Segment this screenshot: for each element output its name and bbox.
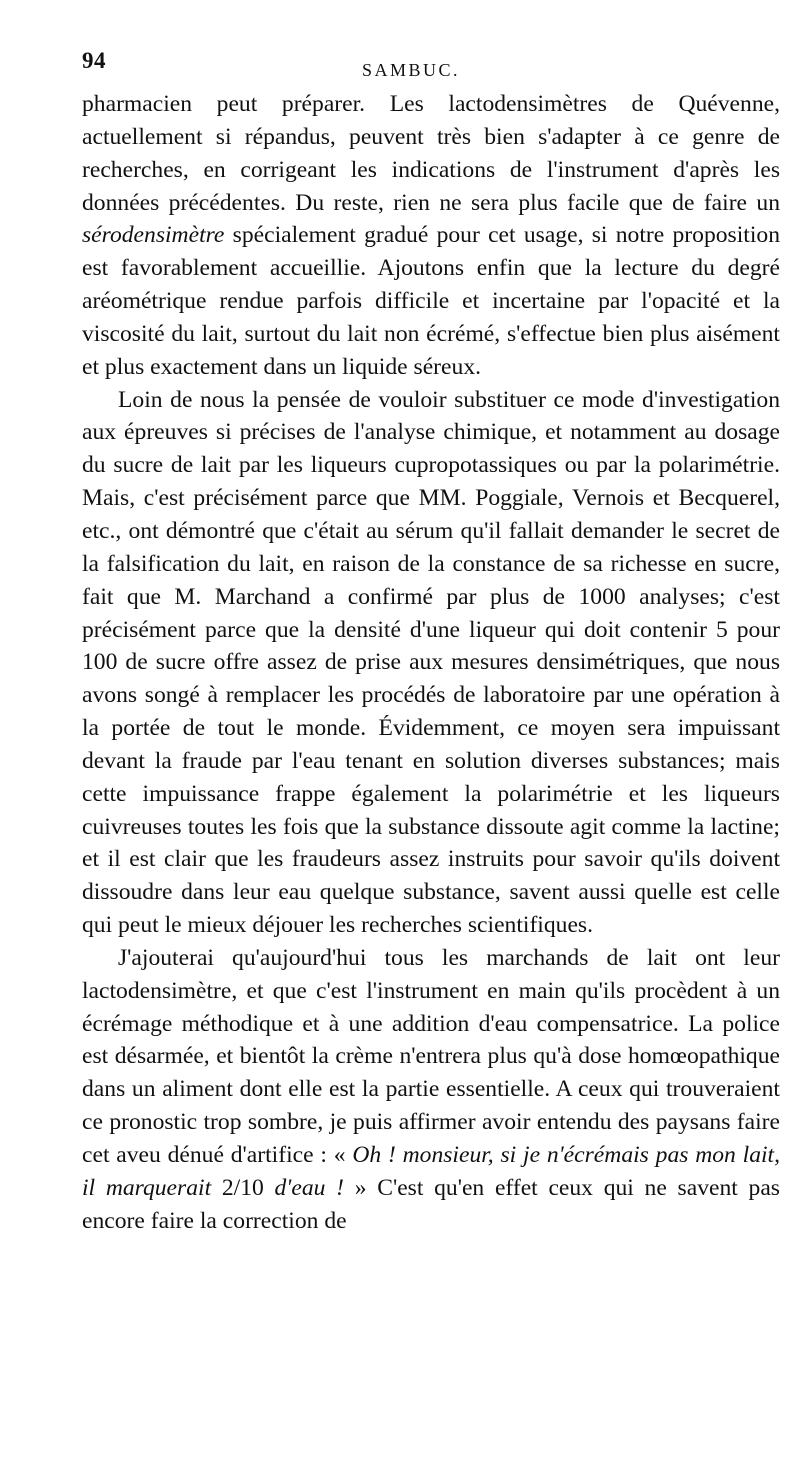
- paragraph-2: Loin de nous la pensée de vouloir substituer ce mode d'investigation aux épreuves si précises de l'analyse chimique, et notamment au dosage du sucre de lait par les liqueurs cupropotassiques ou par la polarimétrie. Mais, c'est précisément parce que MM. Poggiale, Vernois et Becquerel, etc., ont démontré que c'était au sérum qu'il fallait demander le secret de la falsification du lait, en raison de la constance de sa richesse en sucre, fait que M. Marchand a confirmé par plus de 1000 analyses; c'est précisément parce que la densité d'une liqueur qui doit contenir 5 pour 100 de sucre offre assez de prise aux mesures densimétriques, que nous avons songé à remplacer les procédés de laboratoire par une opération à la portée de tout le monde. Évidemment, ce moyen sera impuissant devant la fraude par l'eau tenant en solution diverses substances; mais cette impuissance frappe également la polarimétrie et les liqueurs cuivreuses toutes les fois que la substance dissoute agit comme la lactine; et il est clair que les fraudeurs assez instruits pour savoir qu'ils doivent dissoudre dans leur eau quelque substance, savent aussi quelle est celle qui peut le mieux déjouer les recherches scientifiques.: [82, 386, 780, 939]
- italic-quote: Oh ! monsieur, si je n'écrémais pas mon lait, il marquerait: [82, 1142, 780, 1201]
- text-segment: J'ajouterai qu'aujourd'hui tous les marchands de lait ont leur lactodensimètre, et que c'est l'instrument en main qu'ils procèdent à un écrémage méthodique et à une addition d'eau compensatrice. La police est désarmée, et bientôt la crème n'entrera plus qu'à dose homœopathique dans un aliment dont elle est la partie essentielle. A ceux qui trouveraient ce pronostic trop sombre, je puis affirmer avoir entendu des paysans faire cet aveu dénué d'artifice : «: [82, 944, 780, 1168]
- paragraph-1: [82, 88, 780, 384]
- text-segment: pharmacien peut préparer. Les lactodensimètres de Quévenne, actuellement si répandus, peuvent très bien s'adapter à ce genre de recherches, en corrigeant les indications de l'instrument d'après les données précédentes. Du reste, rien ne sera plus facile que de faire un: [82, 91, 780, 216]
- paragraph-3: [82, 942, 780, 1238]
- text-segment: » C'est qu'en effet ceux qui ne savent pas encore faire la correction de: [82, 1174, 780, 1234]
- body-text: [82, 88, 780, 1238]
- italic-term: sérodensimètre: [82, 222, 225, 249]
- text-segment: 2/10: [211, 1174, 275, 1201]
- running-title: SAMBUC.: [361, 60, 461, 80]
- page-number: 94: [82, 48, 106, 73]
- text-segment: spécialement gradué pour cet usage, si notre proposition est favorablement accueillie. Ajoutons enfin que la lecture du degré aréométrique rendue parfois difficile et incertaine par l'opacité et la viscosité du lait, surtout du lait non écrémé, s'effectue bien plus aisément et plus exactement dans un liquide séreux.: [82, 222, 780, 380]
- page-header: [82, 48, 778, 84]
- italic-quote: d'eau !: [274, 1174, 344, 1201]
